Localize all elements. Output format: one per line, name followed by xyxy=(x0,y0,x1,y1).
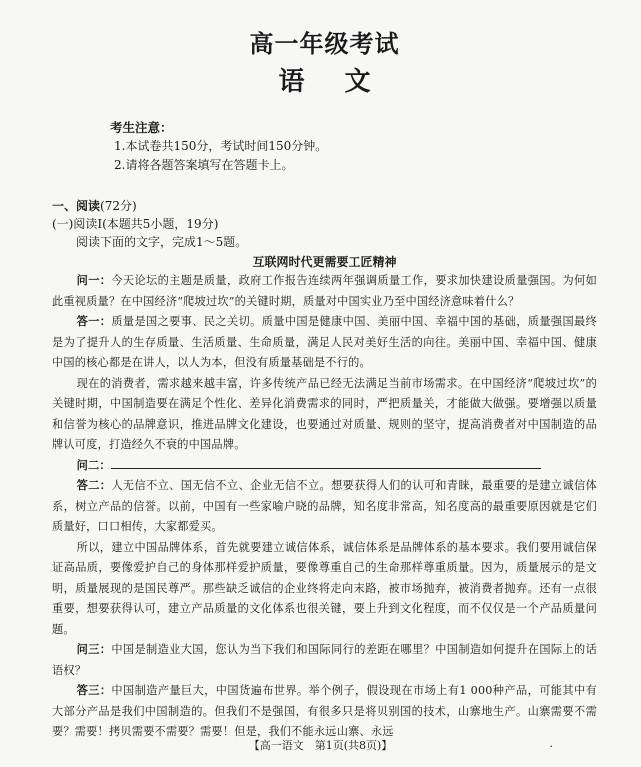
subsection-heading: (一)阅读Ⅰ(本题共5小题，19分) xyxy=(52,217,219,231)
answer-blank[interactable] xyxy=(111,456,541,469)
article-body xyxy=(52,271,597,743)
article-paragraph: 答二：人无信不立、国无信不立、企业无信不立。想要获得人们的认可和青睐，最重要的是建立诚信体系，树立产品的信誉。以前，中国有一些家喻户晓的品牌，知名度非常高，知名度高的最重要原因就是它们质量好，口口相传，大家都爱买。 xyxy=(52,479,597,533)
notice-heading: 考生注意： xyxy=(110,120,173,135)
article-paragraph: 所以，建立中国品牌体系，首先就要建立诚信体系，诚信体系是品牌体系的基本要求。我们要用诚信保证高品质，要像爱护自己的身体那样爱护质量，要像尊重自己的生命那样尊重质量。因为，质量展示的是文明，质量展现的是国民尊严。那些缺乏诚信的企业终将走向末路，被市场抛弃，被消费者抛弃。还有一点很重要，想要获得认可，建立产品质量的文化体系也很关键，要上升到文化程度，而不仅仅是一个产品质量问题。 xyxy=(52,540,597,636)
subject-title: 语文 xyxy=(278,66,411,96)
section-heading xyxy=(52,197,597,215)
question-blank-line: 问二： xyxy=(52,456,597,477)
section-title: 一、阅读 xyxy=(52,199,101,213)
reading-instruction: 阅读下面的文字，完成1～5题。 xyxy=(76,235,248,249)
page-footer: 【高一语文 第1页(共8页)】 xyxy=(248,739,393,752)
candidate-notice xyxy=(110,118,597,175)
section-score: (72分) xyxy=(100,199,137,213)
notice-item: 1.本试卷共150分，考试时间150分钟。 xyxy=(114,139,328,153)
article-paragraph: 答三：中国制造产量巨大，中国货遍布世界。举个例子，假设现在市场上有1 000种产品，可能其中有大部分产品是我们中国制造的。但我们不是强国，有很多只是将贝别国的技术，山寨地生产。山寨需要不需要？需要！拷贝需要不需要？需要！但是，我们不能永远山寨、永远 xyxy=(52,684,597,738)
article-paragraph: 答一：质量是国之要事、民之关切。质量中国是健康中国、美丽中国、幸福中国的基础，质量强国最终是为了提升人的生存质量、生活质量、生命质量，满足人民对美好生活的向往。美丽中国、幸福中国、健康中国的核心都是在讲人，以人为本，但没有质量基础是不行的。 xyxy=(52,315,597,369)
corner-mark: · xyxy=(549,740,553,753)
article-paragraph: 问一：今天论坛的主题是质量，政府工作报告连续两年强调质量工作，要求加快建设质量强国。为何如此重视质量？在中国经济“爬坡过坎”的关键时期，质量对中国实业乃至中国经济意味着什么？ xyxy=(52,274,597,308)
article-paragraph: 问三：中国是制造业大国，您认为当下我们和国际同行的差距在哪里？中国制造如何提升在国际上的话语权？ xyxy=(52,643,597,677)
notice-item: 2.请将各题答案填写在答题卡上。 xyxy=(114,158,294,172)
article-paragraph: 现在的消费者，需求越来越丰富，许多传统产品已经无法满足当前市场需求。在中国经济“爬坡过坎”的关键时期，中国制造要在满足个性化、差异化消费需求的同时，严把质量关，才能做大做强。要增强以质量和信誉为核心的品牌意识，推进品牌文化建设，也要通过对质量、规则的坚守，提高消费者对中国制造的品牌认可度，打造经久不衰的中国品牌。 xyxy=(52,376,597,451)
exam-title: 高一年级考试 xyxy=(249,31,400,58)
article-title: 互联网时代更需要工匠精神 xyxy=(252,255,397,269)
